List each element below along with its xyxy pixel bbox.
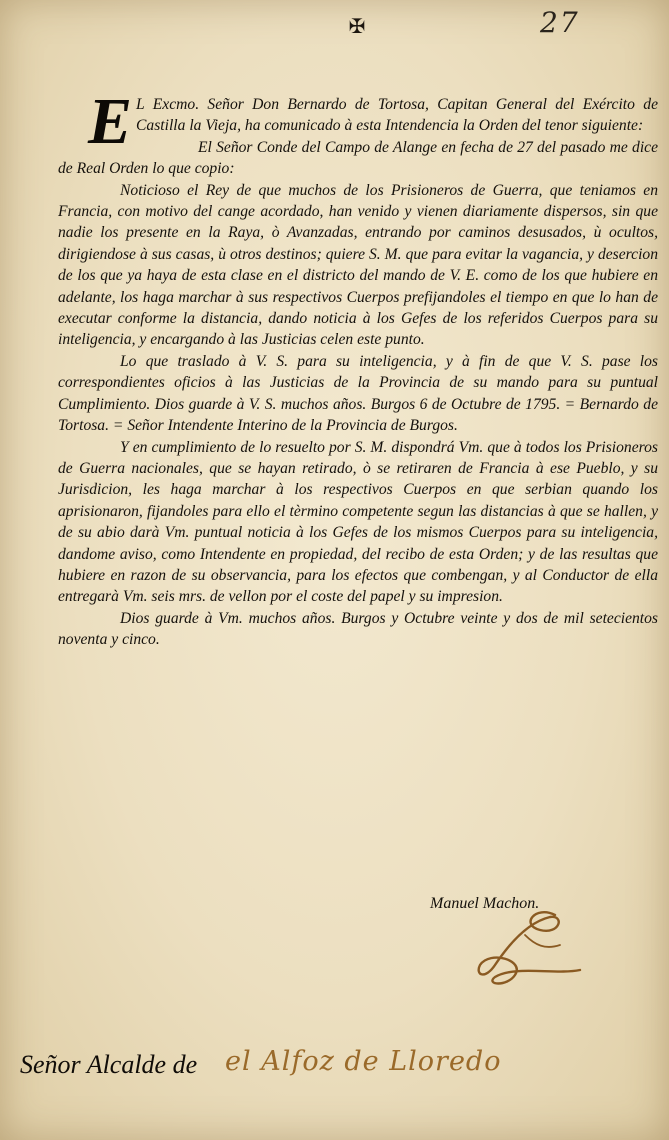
paragraph-cumplimiento: Y en cumplimiento de lo resuelto por S. M. dispondrá Vm. que à todos los Prisioneros de Guerra nacionales, que se hayan retirado, ò se retiraren de Francia à ese Pueblo, y su Jurisdicion, les haga marchar à los respectivos Cuerpos en que serbian quando los aprisionaron, fijandoles para ello el tèrmino competente segun las distancias à que se hallen, y de su abio darà Vm. puntual noticia à los Gefes de los mismos Cuerpos para su inteligencia, dandome aviso, como Intendente en propiedad, del recibo de esta Orden; y de las resultas que hubiere en razon de su observancia, para los efectos que combengan, y al Conductor de ella entregarà Vm. seis mrs. de vellon por el coste del papel y su impresion.	[58, 438, 658, 606]
paragraph-traslado: Lo que traslado à V. S. para su inteligencia, y à fin de que V. S. pase los correspondientes oficios à las Justicias de la Provincia de su mando para su puntual Cumplimiento. Dios guarde à V. S. muchos años. Burgos 6 de Octubre de 1795. = Bernardo de Tortosa. = Señor Intendente Interino de la Provincia de Burgos.	[58, 352, 658, 435]
paragraph-conde: El Señor Conde del Campo de Alange en fecha de 27 del pasado me dice de Real Orden lo que copio:	[58, 138, 658, 178]
folio-number: 27	[540, 6, 580, 39]
handwritten-rubric-signature	[465, 905, 595, 990]
handwritten-recipient: el Alfoz de Lloredo	[225, 1046, 502, 1077]
cross-mark: ✠	[348, 14, 366, 38]
paragraph-royal-order: Noticioso el Rey de que muchos de los Prisioneros de Guerra, que teniamos en Francia, con motivo del cange acordado, han venido y vienen diariamente dispersos, sin que nadie los presente en la Raya, ò Avanzadas, entrando por caminos desusados, ù ocultos, dirigiendose à sus casas, ù otros destinos; quiere S. M. que para evitar la vagancia, y desercion de los que ya haya de esta clase en el districto del mando de V. E. como de los que hubiere en adelante, los haga marchar à sus respectivos Cuerpos prefijandoles el tiempo en que lo han de executar conforme la distancia, dando noticia à los Gefes de los referidos Cuerpos para su inteligencia, y encargando à las Justicias celen este punto.	[58, 181, 658, 349]
paragraph-closing: Dios guarde à Vm. muchos años. Burgos y Octubre veinte y dos de mil setecientos noventa y cinco.	[58, 609, 658, 649]
drop-cap: E	[88, 85, 133, 158]
paragraph-opening-text: L Excmo. Señor Don Bernardo de Tortosa, Capitan General del Exército de Castilla la Vieja, ha comunicado à esta Intendencia la Orden del tenor siguiente:	[136, 96, 658, 135]
address-label: Señor Alcalde de	[20, 1050, 198, 1079]
signer-name: Manuel Machon.	[430, 895, 540, 912]
document-body	[58, 85, 658, 651]
